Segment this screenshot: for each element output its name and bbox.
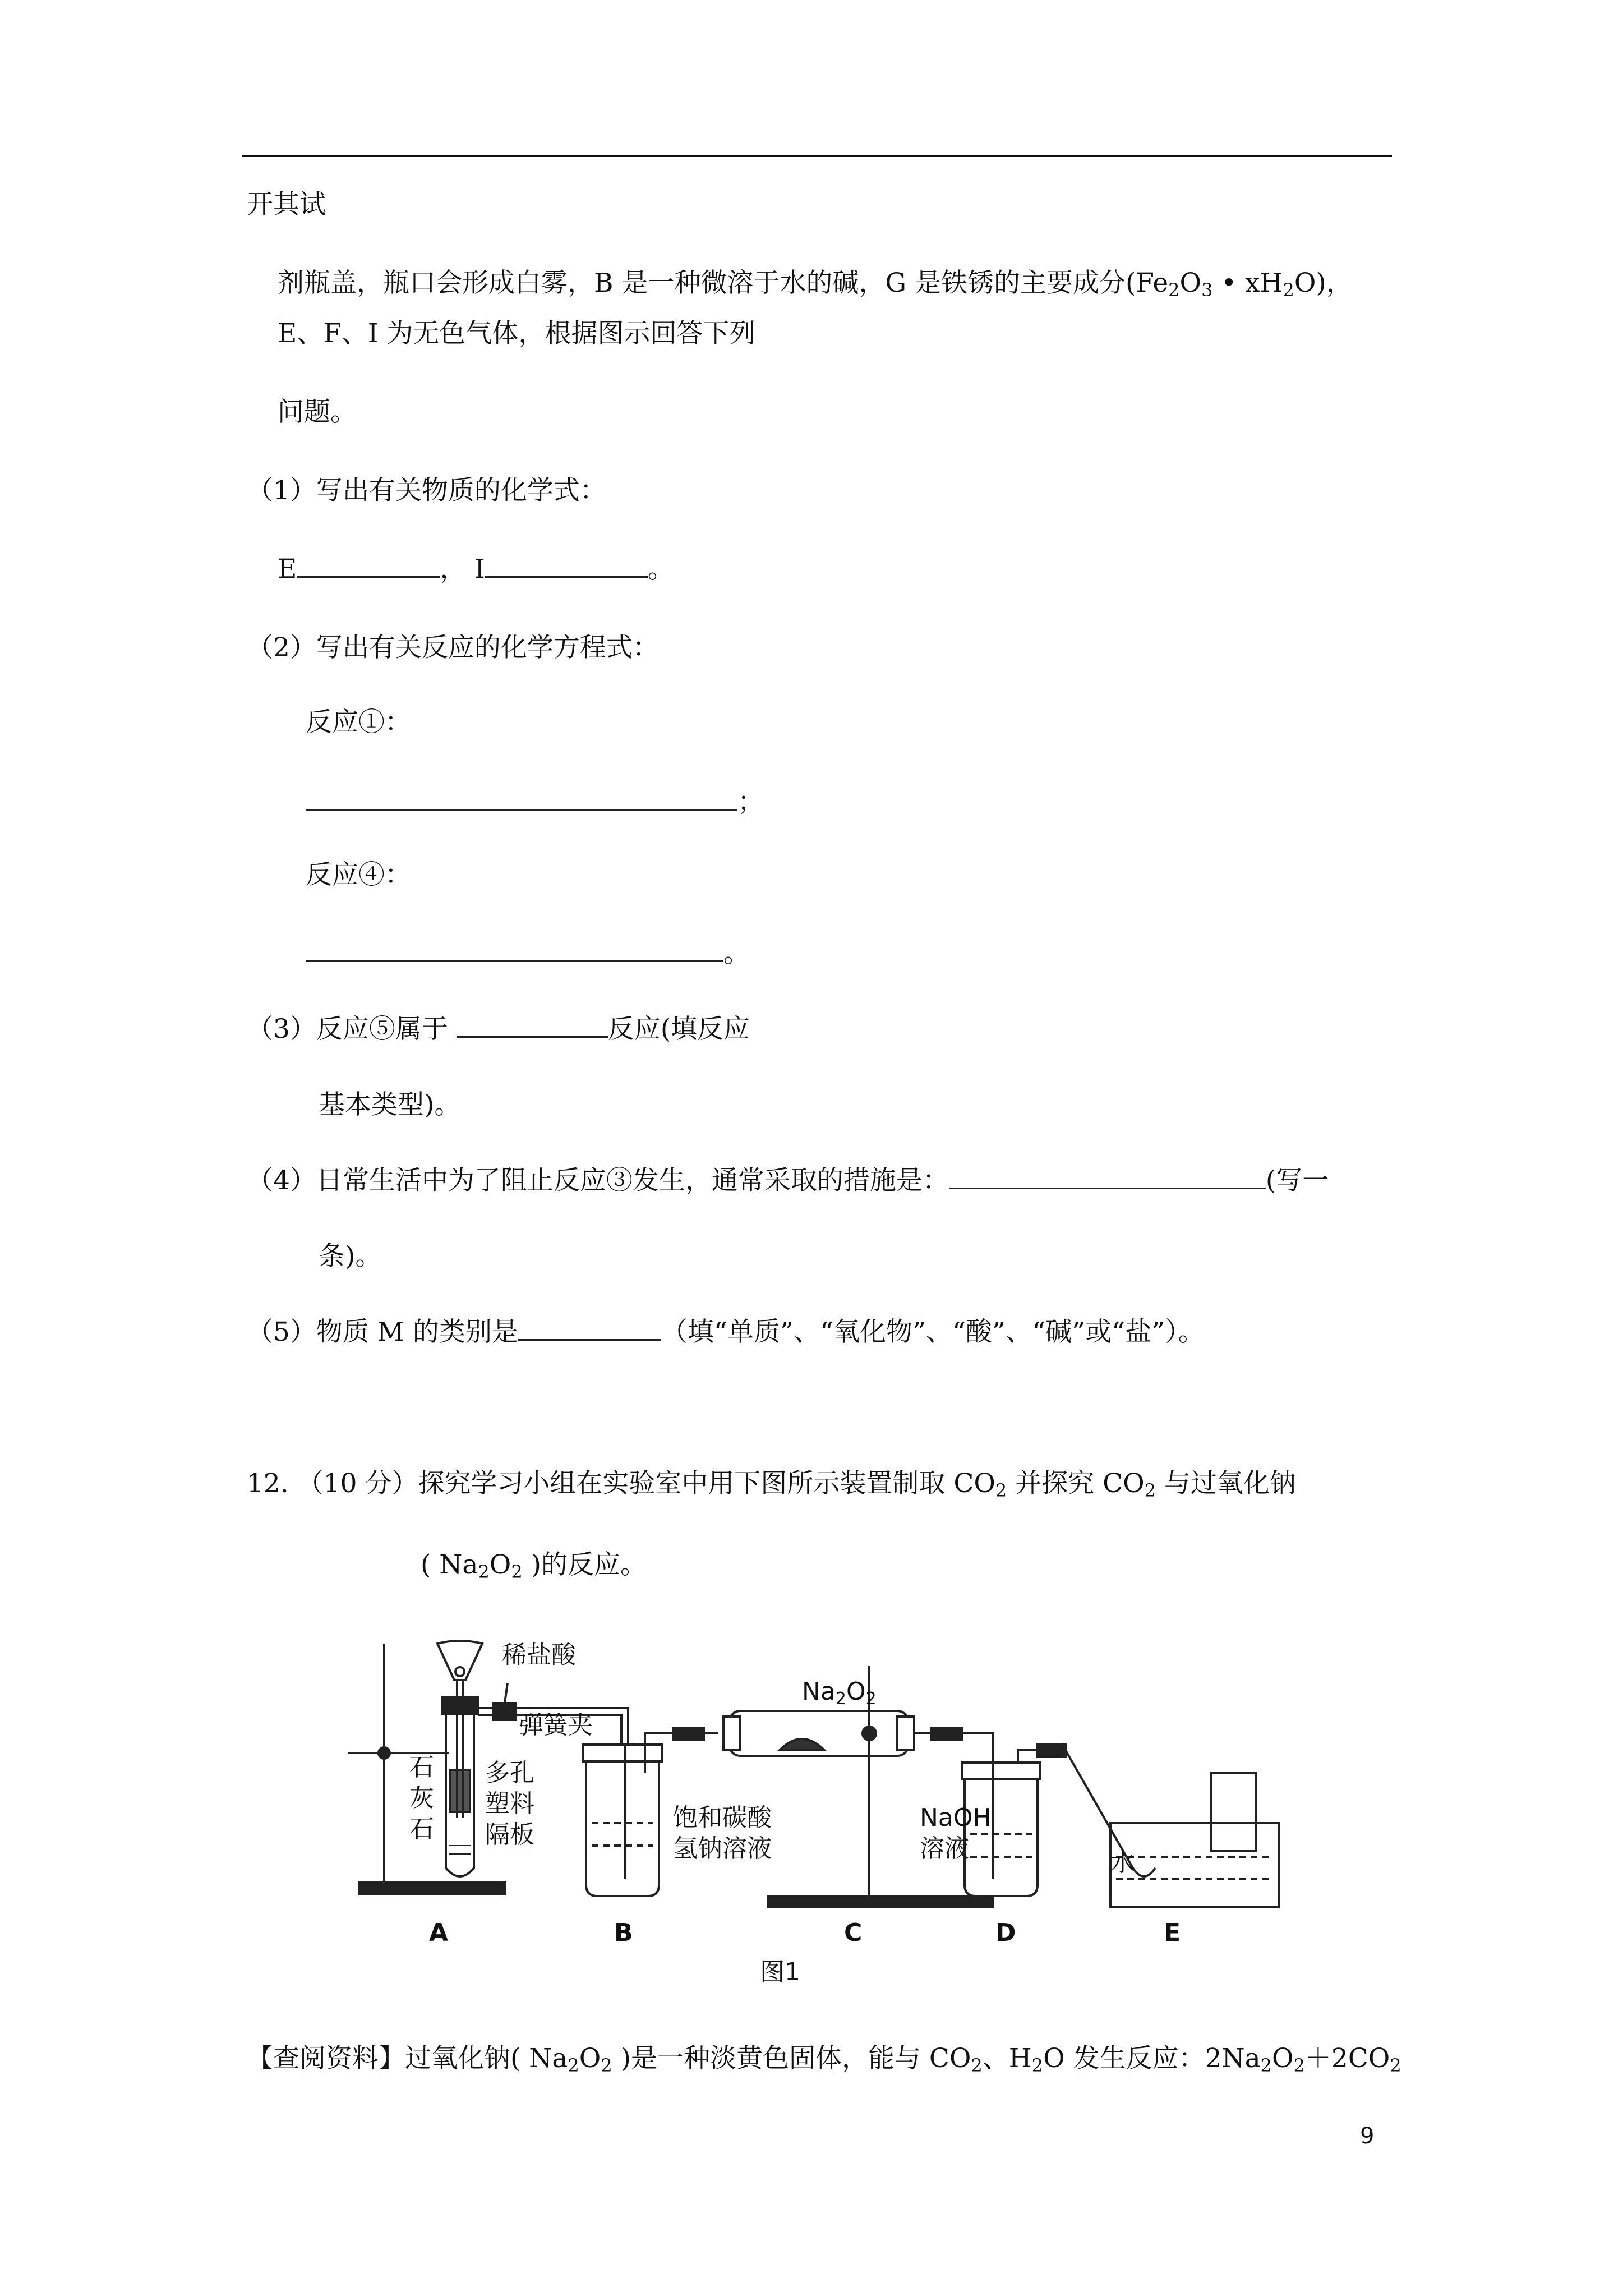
label-water: 水 [1110, 1848, 1135, 1877]
reaction-1-label: 反应①： [306, 707, 411, 738]
label-naoh-2: 溶液 [920, 1834, 969, 1863]
label-spring-clip: 弹簧夹 [519, 1711, 593, 1740]
question-4: （4）日常生活中为了阻止反应③发生，通常采取的措施是： (写一 [247, 1165, 1329, 1196]
header-rule [242, 155, 1392, 157]
question-1-answers: E ， I 。 [278, 554, 674, 585]
text-line-1: 开其试 [247, 189, 326, 220]
label-limestone-3: 石 [409, 1815, 434, 1843]
water-trough-e [1110, 1823, 1279, 1907]
answer-blank-reaction-type[interactable] [457, 1014, 608, 1038]
question-5: （5）物质 M 的类别是 （填“单质”、“氧化物”、“酸”、“碱”或“盐”）。 [247, 1317, 1205, 1347]
question-3: （3）反应⑤属于 反应(填反应 [247, 1014, 750, 1045]
label-e: E [1164, 1918, 1181, 1947]
bottle-b [586, 1761, 659, 1896]
spring-clip [494, 1703, 516, 1720]
answer-blank-i[interactable] [485, 554, 648, 578]
reaction-4-answer: 。 [306, 937, 750, 970]
stand-base-a [359, 1882, 505, 1894]
question-2: （2）写出有关反应的化学方程式： [247, 632, 659, 663]
label-limestone-2: 灰 [409, 1784, 434, 1812]
question-12: 12. （10 分）探究学习小组在实验室中用下图所示装置制取 $CO_2$ 并探究 $CO_2$ 与过氧化钠 [247, 1468, 1296, 1501]
stand-base-c [768, 1896, 993, 1907]
label-d: D [995, 1918, 1016, 1947]
answer-blank-e[interactable] [297, 554, 440, 578]
question-4-cont: 条)。 [319, 1241, 382, 1272]
label-nahco3-1: 饱和碳酸 [673, 1803, 772, 1832]
label-naoh-1: NaOH [920, 1803, 992, 1832]
page-number: 9 [1360, 2123, 1375, 2149]
question-3-cont: 基本类型)。 [319, 1089, 461, 1120]
label-porous-2: 塑料 [485, 1789, 534, 1818]
reaction-1-answer: ； [306, 785, 764, 819]
label-c: C [844, 1918, 863, 1947]
label-porous-1: 多孔 [485, 1759, 534, 1787]
na2o2-sample [780, 1739, 824, 1750]
gas-collecting-bottle [1211, 1773, 1256, 1851]
question-12-cont: ( $Na_2O_2$ )的反应。 [421, 1549, 647, 1582]
text-line-2: 剂瓶盖，瓶口会形成白雾，B 是一种微溶于水的碱，G 是铁锈的主要成分($Fe_2O_3$ • $xH_2O$)， [278, 268, 1353, 301]
label-limestone-1: 石 [409, 1753, 434, 1782]
figure-caption: 图1 [760, 1958, 800, 1986]
bottle-d [965, 1778, 1038, 1896]
reference-line: 【查阅资料】过氧化钠( $Na_2O_2$ )是一种淡黄色固体，能与 $CO_2$、$H_2O$ 发生反应：$2Na_2O_2+2CO_2$ [247, 2043, 1401, 2076]
answer-blank-reaction-1[interactable] [306, 786, 737, 811]
label-a: A [429, 1918, 449, 1947]
reaction-4-label: 反应④： [306, 859, 411, 890]
text-line-4: 问题。 [278, 397, 357, 427]
limestone-lumps [450, 1770, 470, 1812]
label-b: B [614, 1918, 633, 1947]
answer-blank-measure[interactable] [949, 1165, 1266, 1189]
label-nahco3-2: 氢钠溶液 [673, 1834, 772, 1863]
apparatus-figure [336, 1632, 1301, 1997]
answer-blank-reaction-4[interactable] [306, 938, 723, 962]
question-1: （1）写出有关物质的化学式： [247, 475, 606, 506]
answer-blank-category[interactable] [518, 1317, 661, 1341]
label-dilute-hcl: 稀盐酸 [502, 1641, 576, 1669]
label-na2o2: Na2O2 [802, 1677, 877, 1709]
text-line-3: E、F、I 为无色气体，根据图示回答下列 [278, 318, 756, 349]
label-porous-3: 隔板 [485, 1820, 534, 1849]
